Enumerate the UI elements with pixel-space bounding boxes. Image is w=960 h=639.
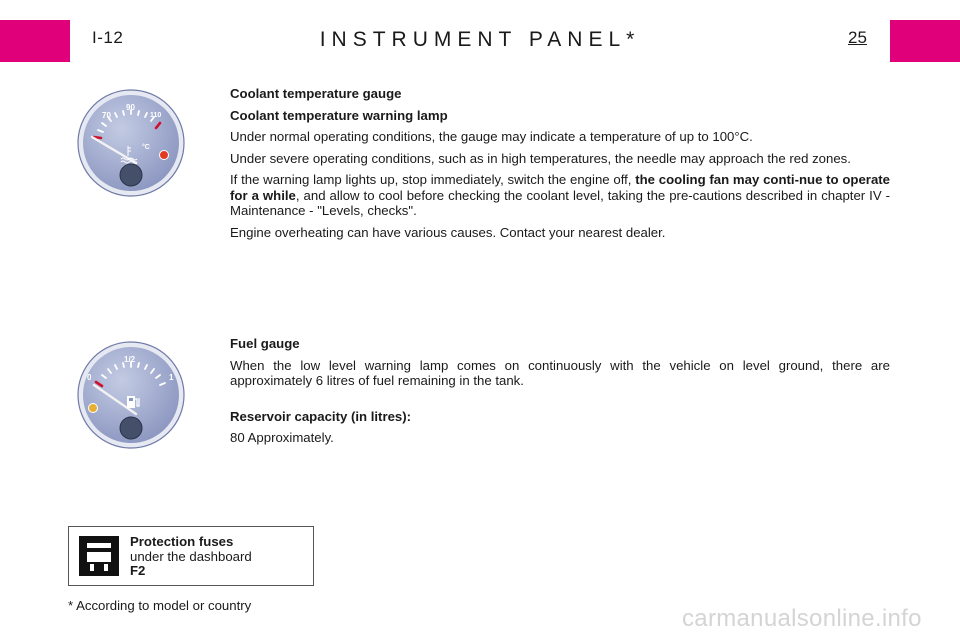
coolant-para-3 [230, 172, 890, 219]
fuses-title: Protection fuses [130, 534, 234, 549]
coolant-label-70: 70 [102, 111, 111, 120]
section-code: I-12 [92, 28, 124, 47]
fuel-para-1: When the low level warning lamp comes on continuously with the vehicle on level ground, there are approximately 6 litres of fuel remaining in the tank. [230, 357, 890, 389]
reservoir-capacity-value: 80 Approximately. [230, 430, 334, 446]
fuel-label-half: 1/2 [124, 355, 136, 364]
page-number: 25 [848, 28, 867, 47]
coolant-section [230, 86, 890, 247]
section-tab-right [890, 20, 960, 62]
coolant-para-1: Under normal operating conditions, the gauge may indicate a temperature of up to 100°C. [230, 129, 753, 145]
page-title: INSTRUMENT PANEL* [319, 28, 641, 51]
coolant-para-4: Engine overheating can have various causes. Contact your nearest dealer. [230, 225, 666, 241]
coolant-label-110: 110 [150, 112, 162, 119]
fuse-id: F2 [130, 563, 146, 579]
section-tab-left [0, 20, 70, 62]
coolant-lamp-heading: Coolant temperature warning lamp [230, 107, 448, 123]
coolant-para-3-end: , and allow to cool before checking the coolant level, taking the pre-cautions described in chapter IV - Maintenance - "Levels, checks". [230, 187, 891, 219]
fuel-label-full: 1 [169, 373, 174, 382]
fuel-low-level-lamp [89, 404, 98, 413]
coolant-label-90: 90 [126, 103, 135, 112]
watermark: carmanualsonline.info [682, 605, 922, 632]
protection-fuses-box [68, 526, 314, 586]
fuse-box-icon [77, 534, 121, 578]
footnote: * According to model or country [68, 598, 252, 613]
fuel-gauge-illustration [76, 340, 186, 450]
fuel-label-empty: 0 [87, 373, 92, 382]
fuses-location: under the dashboard [130, 548, 252, 564]
reservoir-capacity-heading: Reservoir capacity (in litres): [230, 408, 412, 424]
fuel-gauge-heading: Fuel gauge [230, 336, 300, 351]
coolant-para-2: Under severe operating conditions, such as in high temperatures, the needle may approach the red zones. [230, 150, 851, 166]
coolant-para-3-start: If the warning lamp lights up, stop immediately, switch the engine off, [230, 172, 636, 188]
fuel-section [230, 336, 890, 452]
coolant-para-3-bold: the cooling fan may conti-nue to operate for a while [230, 172, 891, 203]
coolant-gauge-heading: Coolant temperature gauge [230, 86, 402, 101]
coolant-warning-lamp [160, 151, 169, 160]
coolant-unit: °C [142, 144, 150, 151]
coolant-gauge-illustration [76, 88, 186, 198]
